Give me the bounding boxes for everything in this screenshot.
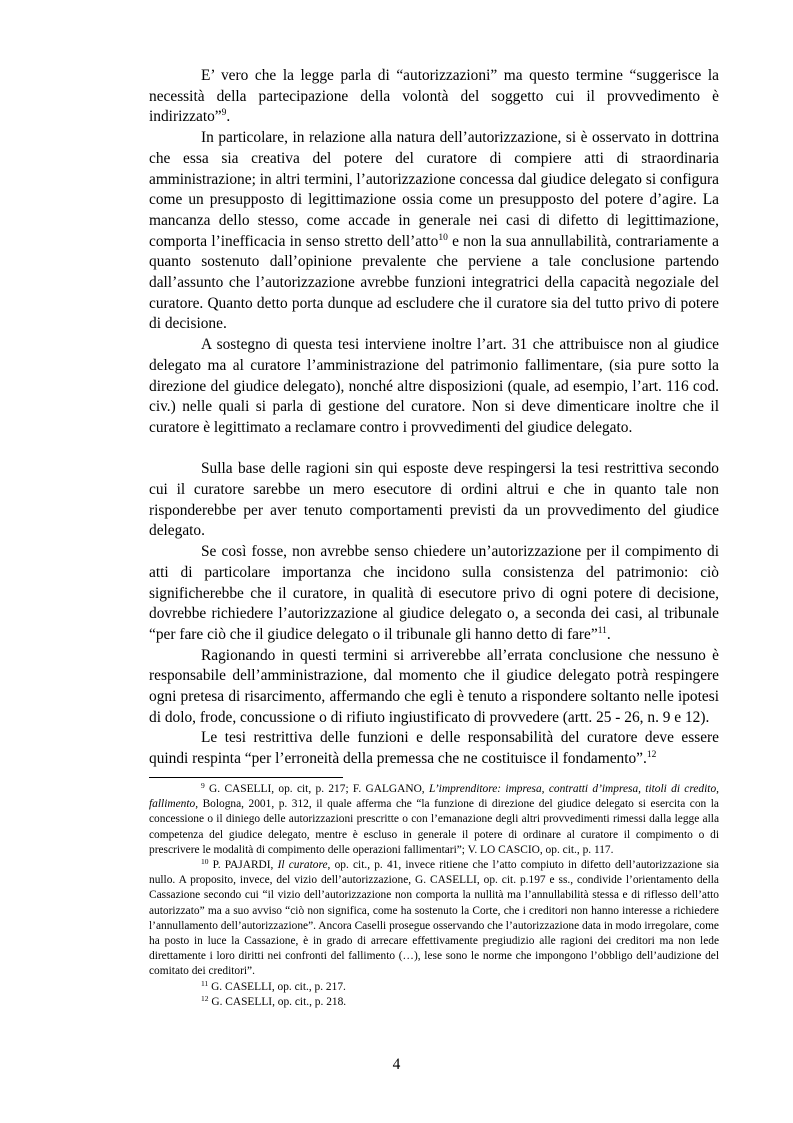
footnote-ref-11[interactable]: 11	[597, 625, 607, 636]
paragraph-6: Ragionando in questi termini si arriverebbe all’errata conclusione che nessuno è responsabile dell’amministrazione, dal momento che il giudice delegato potrà respingere ogni pretesa di risarcimento, affermando che egli è tenuto a rispondere soltanto nelle ipotesi di dolo, frode, concussione o di rifiuto ingiustificato di provvedere (artt. 25 - 26, n. 9 e 12).	[149, 646, 719, 726]
footnote-10: $^{10}$ P. PAJARDI, Il curatore, op. cit., p. 41, invece ritiene che l’atto compiuto in difetto dell’autorizzazione sia nullo. A proposito, invece, del vizio dell’autorizzazione, G. CASELLI, op. cit. p.197 e ss., condivide l’orientamento della Cassazione secondo cui “il vizio dell’autorizzazione non comporta la nullità ma l’annullabilità stessa e di riflesso dell’atto autorizzato” ma a suo avviso “ciò non significa, come ha sostenuto la Corte, che i creditori non hanno interesse a richiedere l’annullamento dell’autorizzazione”. Ancora Caselli prosegue osservando che l’autorizzazione data in modo irregolare, come ha posto in luce la Cassazione, è in grado di arrecare effettivamente pregiudizio alle ragioni dei creditori ma non lede direttamente i loro diritti nei confronti del fallimento (…), lese sono le norme che impongono l’obbligo dell’audizione del comitato dei creditori”.	[149, 857, 719, 978]
paragraph-5: Se così fosse, non avrebbe senso chiedere un’autorizzazione per il compimento di atti di particolare importanza che incidono sulla consistenza del patrimonio: ciò significherebbe che il curatore, in qualità di esecutore privo di ogni potere di decisione, dovrebbe richiedere l’autorizzazione al giudice delegato o, a seconda dei casi, al tribunale “per fare ciò che il giudice delegato o il tribunale gli hanno detto di fare”$^{11}$.	[149, 543, 719, 643]
paragraph-4: Sulla base delle ragioni sin qui esposte deve respingersi la tesi restrittiva secondo cui il curatore sarebbe un mero esecutore di ordini altrui e che in quanto tale non risponderebbe per aver tenuto comportamenti previsti da un provvedimento del giudice delegato.	[149, 460, 719, 540]
footnote-ref-12[interactable]: 12	[646, 750, 657, 761]
footnotes	[149, 782, 719, 1010]
footnote-9: $^9$ G. CASELLI, op. cit, p. 217; F. GALGANO, L’imprenditore: impresa, contratti d’impresa, titoli di credito, fallimento, Bologna, 2001, p. 312, il quale afferma che “la funzione di direzione del giudice delegato si esercita con la concessione o il diniego delle autorizzazioni prescritte o con l’emanazione degli altri provvedimenti rimessi dalla legge alla competenza del giudice delegato, mentre è escluso in generale il potere di ordinare al curatore il compimento o di prescrivere le modalità di compimento delle operazioni fallimentari”; V. LO CASCIO, op. cit., p. 117.	[149, 781, 719, 856]
footnote-12: $^{12}$ G. CASELLI, op. cit., p. 218.	[201, 993, 347, 1008]
paragraph-2: In particolare, in relazione alla natura dell’autorizzazione, si è osservato in dottrina che essa sia creativa del potere del curatore di compiere atti di straordinaria amministrazione; in altri termini, l’autorizzazione concessa dal giudice delegato si configura come un presupposto di legittimazione ossia come un presupposto del potere d’agire. La mancanza dello stesso, come accade in generale nei casi di difetto di legittimazione, comporta l’inefficacia in senso stretto dell’atto$^{10}$ e non la sua annullabilità, contrariamente a quanto sostenuto dall’opinione prevalente che perviene a tale conclusione partendo dall’assunto che l’autorizzazione avrebbe funzioni integratrici della capacità negoziale del curatore. Quanto detto porta dunque ad escludere che il curatore sia del tutto privo di potere di decisione.	[149, 129, 719, 333]
footnote-separator	[149, 777, 343, 778]
page-number: 4	[392, 1056, 401, 1073]
paragraph-1: E’ vero che la legge parla di “autorizzazioni” ma questo termine “suggerisce la necessità della partecipazione della volontà del soggetto cui il provvedimento è indirizzato”$^9$.	[149, 67, 719, 126]
footnote-ref-10[interactable]: 10	[438, 232, 448, 243]
paragraph-7: Le tesi restrittiva delle funzioni e delle responsabilità del curatore deve essere quindi respinta “per l’erroneità della premessa che ne costituisce il fondamento”.$^{12}$	[149, 729, 719, 768]
footnote-ref-9[interactable]: 9	[221, 108, 227, 119]
footnote-11: $^{11}$ G. CASELLI, op. cit., p. 217.	[201, 978, 346, 993]
main-text	[149, 66, 719, 770]
paragraph-3: A sostegno di questa tesi interviene inoltre l’art. 31 che attribuisce non al giudice delegato ma al curatore l’amministrazione del patrimonio fallimentare, (sia pure sotto la direzione del giudice delegato), nonché altre disposizioni (quale, ad esempio, l’art. 116 cod. civ.) nelle quali si parla di gestione del curatore. Non si deve dimenticare inoltre che il curatore è legittimato a reclamare contro i provvedimenti del giudice delegato.	[149, 336, 719, 436]
